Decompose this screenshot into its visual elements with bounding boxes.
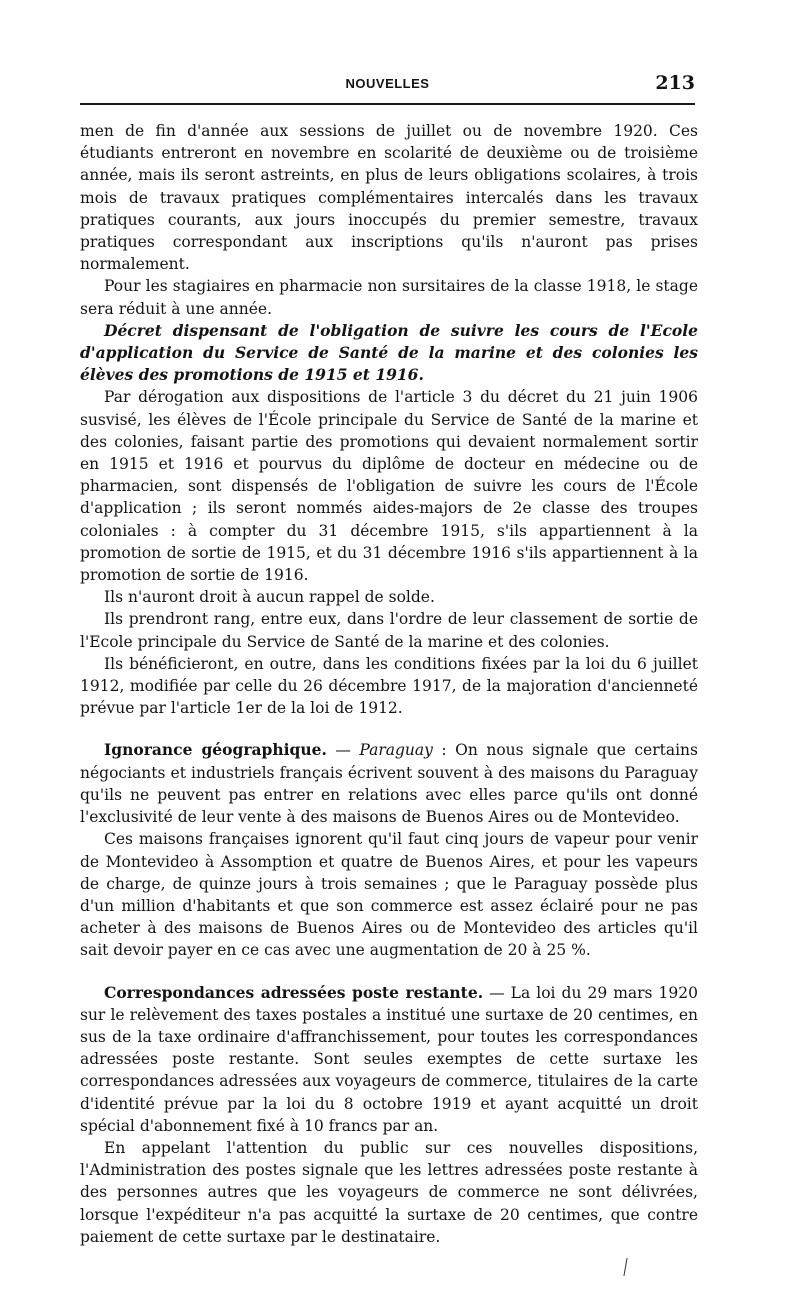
section-ignorance [80,739,698,828]
page-number: 213 [655,72,695,94]
section-subtitle-paraguay: Paraguay [359,741,433,760]
body-text [80,120,698,1248]
section-text-ignorance: : On nous signale que certains négociants et industriels français écrivent souvent à des maisons du Paraguay qu'ils ne peuvent pas entrer en relations avec elles parce qu'ils ont donné l'exclusivité de leur vente à des maisons de Buenos Aires ou de Montevideo. [80,741,698,827]
section-poste-restante [80,982,698,1137]
paragraph-french-houses: Ces maisons françaises ignorent qu'il faut cinq jours de vapeur pour venir de Montevideo à Assomption et quatre de Buenos Aires, et pour les vapeurs de charge, de quinze jours à trois semaines ; que le Paraguay possède plus d'un million d'habitants et que son commerce est assez éclairé pour ne pas acheter à des maisons de Buenos Aires ou de Montevideo des articles qu'il sait devoir payer en ce cas avec une augmentation de 20 à 25 %. [80,830,698,960]
stray-ink-mark [623,1258,627,1276]
paragraph-seniority: Ils bénéficieront, en outre, dans les conditions fixées par la loi du 6 juillet 1912, modifiée par celle du 26 décembre 1917, de la majoration d'ancienneté prévue par l'article 1er de la loi de 1912. [80,654,698,718]
decree-title: Décret dispensant de l'obligation de suivre les cours de l'Ecole d'application du Service de Santé de la marine et des colonies les élèves des promotions de 1915 et 1916. [80,320,698,385]
section-dash: — [326,741,360,760]
paragraph-derogation: Par dérogation aux dispositions de l'article 3 du décret du 21 juin 1906 susvisé, les élèves de l'École principale du Service de Santé de la marine et des colonies, faisant partie des promotions qui devaient normalement sortir en 1915 et 1916 et pourvus du diplôme de docteur en médecine ou de pharmacien, sont dispensés de l'obligation de suivre les cours de l'École d'application ; ils seront nommés aides-majors de 2e classe des troupes coloniales : à compter du 31 décembre 1915, s'ils appartiennent à la promotion de sortie de 1915, et du 31 décembre 1916 s'ils appartiennent à la promotion de sortie de 1916. [80,388,698,585]
section-text-poste-restante: — La loi du 29 mars 1920 sur le relèvement des taxes postales a institué une surtaxe de 20 centimes, en sus de la taxe ordinaire d'affranchissement, pour toutes les correspondances adressées poste restante. Sont seules exemptes de cette surtaxe les correspondances adressées aux voyageurs de commerce, titulaires de la carte d'identité prévue par la loi du 8 octobre 1919 et ayant acquitté un droit spécial d'abonnement fixé à 10 francs par an. [80,983,698,1135]
paragraph-administration: En appelant l'attention du public sur ces nouvelles dispositions, l'Administration des postes signale que les lettres adressées poste restante à des personnes autres que les voyageurs de commerce ne sont délivrées, lorsque l'expéditeur n'a pas acquitté la surtaxe de 20 centimes, que contre paiement de cette surtaxe par le destinataire. [80,1138,698,1246]
paragraph-continuation: men de fin d'année aux sessions de juillet ou de novembre 1920. Ces étudiants entreront en novembre en scolarité de deuxième ou de troisième année, mais ils seront astreints, en plus de leurs obligations scolaires, à trois mois de travaux pratiques complémentaires intercalés dans les travaux pratiques courants, aux jours inoccupés du premier semestre, travaux pratiques correspondant aux inscriptions qu'ils n'auront pas prises normalement. [80,122,698,274]
section-title-ignorance: Ignorance géographique. [104,740,327,760]
paragraph-no-recall: Ils n'auront droit à aucun rappel de solde. [104,588,435,607]
section-title-poste-restante: Correspondances adressées poste restante. [104,982,484,1002]
running-title: NOUVELLES [345,76,430,91]
running-header [80,72,695,102]
paragraph-pharmacy-stage: Pour les stagiaires en pharmacie non sursitaires de la classe 1918, le stage sera réduit à une année. [80,277,698,318]
paragraph-rank: Ils prendront rang, entre eux, dans l'ordre de leur classement de sortie de l'Ecole principale du Service de Santé de la marine et des colonies. [80,610,698,651]
header-rule [80,103,695,105]
